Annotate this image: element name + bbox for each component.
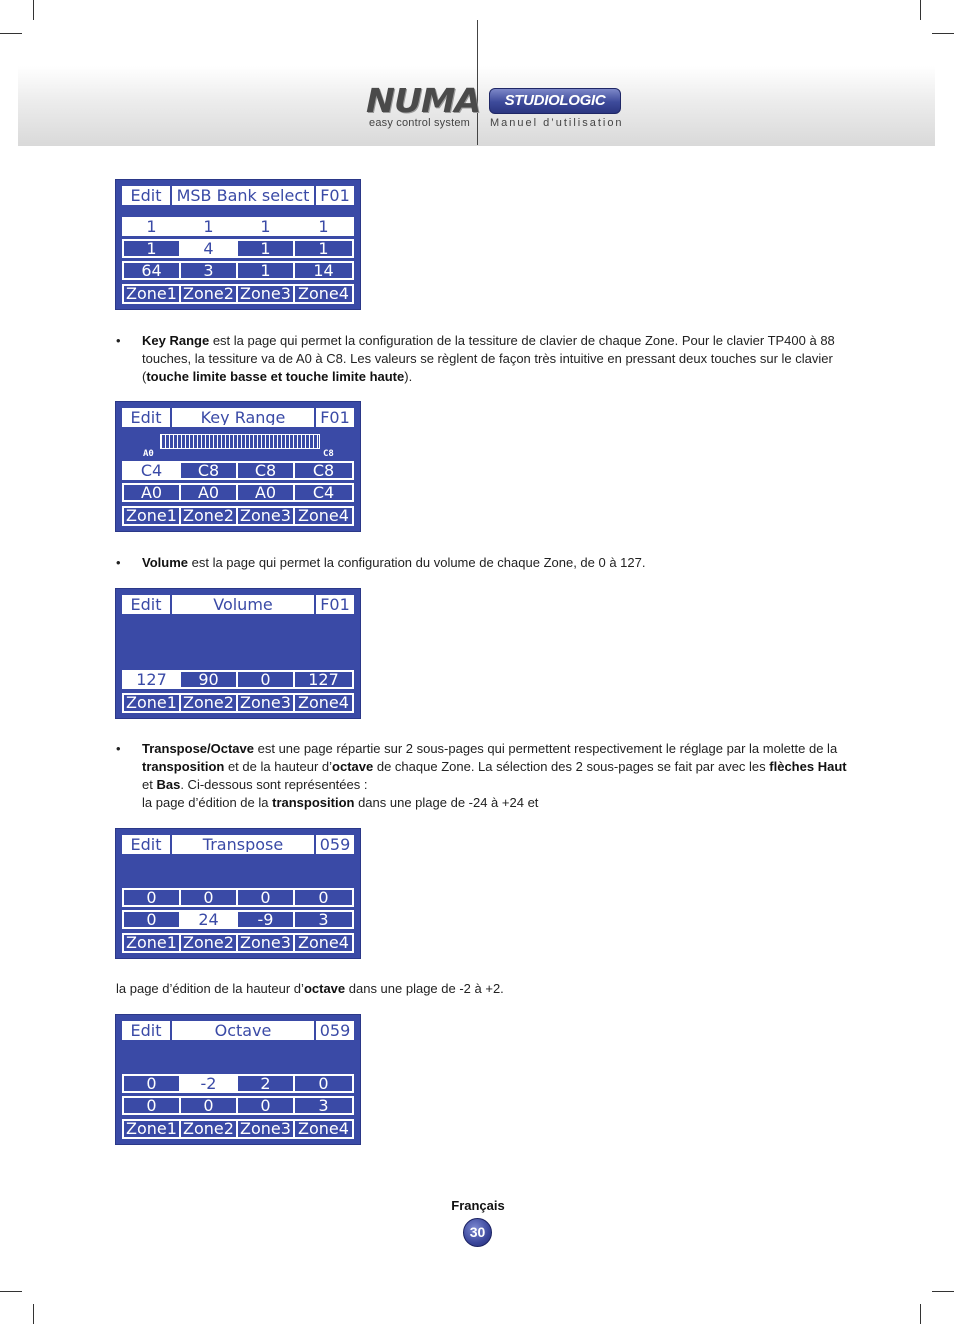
lcd-zone-label: Zone4 — [293, 933, 354, 953]
manual-title: Manuel d’utilisation — [490, 117, 624, 129]
lcd-value: 0 — [122, 1096, 181, 1115]
lcd-value: C4 — [122, 461, 181, 480]
lcd-value: A0 — [179, 483, 238, 502]
text-span: ). — [404, 369, 413, 384]
lcd-zone-label: Zone2 — [179, 933, 238, 953]
lcd-page-title: Octave — [172, 1021, 314, 1040]
term-volume: Volume — [142, 555, 188, 570]
lcd-value: 127 — [122, 670, 181, 689]
lcd-value: 3 — [293, 1096, 354, 1115]
lcd-page-title: Volume — [172, 595, 314, 614]
lcd-page-code: 059 — [316, 835, 354, 854]
lcd-zone-label: Zone1 — [122, 506, 181, 526]
lcd-value: C4 — [293, 483, 354, 502]
lcd-value: 14 — [293, 261, 354, 280]
lcd-value: 2 — [236, 1074, 295, 1093]
lcd-screen-msb-bank-select — [115, 179, 361, 310]
crop-mark — [33, 0, 34, 20]
lcd-page-code: 059 — [316, 1021, 354, 1040]
text-span: est une page répartie sur 2 sous-pages qui permettent respectivement le réglage par la molette de la — [254, 741, 838, 756]
text-span: dans une plage de -24 à +24 et — [354, 795, 539, 810]
lcd-value: 0 — [236, 888, 295, 907]
lcd-zone-label: Zone2 — [179, 1119, 238, 1139]
lcd-value: 1 — [122, 217, 181, 236]
lcd-value: 1 — [236, 261, 295, 280]
text-span: est la page qui permet la configuration de la tessiture de clavier de chaque Zone. Pour le clavier TP400 à 88 touches, la tessiture va de A0 à C8. Les valeurs se règlent de façon très intuitive en pressant deux touches sur le clavier ( — [142, 333, 835, 384]
text-span: est la page qui permet la configuration du volume de chaque Zone, de 0 à 127. — [188, 555, 646, 570]
lcd-value: 1 — [236, 217, 295, 236]
lcd-value: 0 — [122, 910, 181, 929]
lcd-zone-label: Zone1 — [122, 693, 181, 713]
crop-mark — [920, 0, 921, 20]
lcd-value: 1 — [293, 239, 354, 258]
lcd-zone-label: Zone2 — [179, 284, 238, 304]
lcd-page-title: Transpose — [172, 835, 314, 854]
lcd-value: 90 — [179, 670, 238, 689]
lcd-zone-label: Zone3 — [236, 284, 295, 304]
lcd-value: -9 — [236, 910, 295, 929]
lcd-zone-label: Zone4 — [293, 1119, 354, 1139]
term-transpose-octave: Transpose/Octave — [142, 741, 254, 756]
crop-mark — [932, 1291, 954, 1292]
bullet-marker: • — [116, 741, 121, 756]
lcd-edit-label: Edit — [122, 835, 170, 854]
term-transposition: transposition — [272, 795, 355, 810]
term-key-range: Key Range — [142, 333, 210, 348]
lcd-screen-volume — [115, 588, 361, 719]
lcd-zone-label: Zone3 — [236, 693, 295, 713]
paragraph-transpose-octave — [142, 740, 854, 812]
footer-language: Français — [451, 1198, 505, 1213]
lcd-zone-label: Zone4 — [293, 284, 354, 304]
lcd-zone-label: Zone2 — [179, 506, 238, 526]
text-span: . Ci-dessous sont représentées : — [180, 777, 368, 792]
term-down: Bas — [156, 777, 181, 792]
text-span: la page d’édition de la hauteur d’ — [116, 981, 304, 996]
text-span: et — [142, 777, 157, 792]
term-transposition: transposition — [142, 759, 225, 774]
crop-mark — [932, 33, 954, 34]
lcd-zone-label: Zone4 — [293, 506, 354, 526]
bullet-marker: • — [116, 555, 121, 570]
lcd-value: C8 — [293, 461, 354, 480]
lcd-zone-label: Zone3 — [236, 933, 295, 953]
lcd-value: 0 — [236, 670, 295, 689]
lcd-value: 4 — [179, 239, 238, 258]
lcd-value: 1 — [122, 239, 181, 258]
text-span: la page d’édition de la — [142, 795, 273, 810]
crop-mark — [0, 33, 22, 34]
lcd-value: C8 — [236, 461, 295, 480]
text-span: de chaque Zone. La sélection des 2 sous-pages se fait par avec les — [373, 759, 770, 774]
lcd-value: 3 — [179, 261, 238, 280]
lcd-value: 0 — [293, 1074, 354, 1093]
paragraph-octave — [116, 980, 828, 998]
lcd-page-title: MSB Bank select — [172, 186, 314, 205]
lcd-value: 0 — [179, 888, 238, 907]
lcd-value: 24 — [179, 910, 238, 929]
studiologic-logo: STUDIOLOGIC — [489, 88, 621, 114]
lcd-value: 0 — [293, 888, 354, 907]
lcd-screen-transpose — [115, 828, 361, 959]
lcd-value: 1 — [236, 239, 295, 258]
lcd-zone-label: Zone1 — [122, 1119, 181, 1139]
lcd-zone-label: Zone2 — [179, 693, 238, 713]
lcd-value: A0 — [236, 483, 295, 502]
crop-mark — [0, 1291, 22, 1292]
lcd-value: 0 — [122, 888, 181, 907]
term-octave: octave — [303, 981, 346, 996]
lcd-page-code: F01 — [316, 408, 354, 427]
lcd-value: 0 — [236, 1096, 295, 1115]
text-span: et de la hauteur d’ — [224, 759, 333, 774]
term-arrows-up: flèches Haut — [769, 759, 847, 774]
numa-logo: NUMA — [366, 81, 481, 120]
lcd-edit-label: Edit — [122, 1021, 170, 1040]
lcd-value: 1 — [179, 217, 238, 236]
lcd-screen-key-range — [115, 401, 361, 532]
lcd-screen-octave — [115, 1014, 361, 1145]
lcd-value: 64 — [122, 261, 181, 280]
lcd-value: 0 — [179, 1096, 238, 1115]
paragraph-key-range — [142, 332, 854, 386]
lcd-high-key-label: C8 — [323, 449, 334, 459]
text-span: dans une plage de -2 à +2. — [345, 981, 504, 996]
term-key-limits: touche limite basse et touche limite haute — [146, 369, 405, 384]
lcd-zone-label: Zone4 — [293, 693, 354, 713]
lcd-value: 3 — [293, 910, 354, 929]
lcd-value: 1 — [293, 217, 354, 236]
lcd-page-code: F01 — [316, 186, 354, 205]
lcd-edit-label: Edit — [122, 595, 170, 614]
lcd-zone-label: Zone1 — [122, 933, 181, 953]
lcd-value: -2 — [179, 1074, 238, 1093]
lcd-value: 127 — [293, 670, 354, 689]
lcd-value: A0 — [122, 483, 181, 502]
lcd-edit-label: Edit — [122, 408, 170, 427]
lcd-value: C8 — [179, 461, 238, 480]
lcd-zone-label: Zone3 — [236, 1119, 295, 1139]
crop-mark — [920, 1304, 921, 1324]
bullet-marker: • — [116, 333, 121, 348]
lcd-edit-label: Edit — [122, 186, 170, 205]
lcd-keyboard-graphic — [160, 434, 320, 449]
term-octave: octave — [332, 759, 374, 774]
lcd-page-title: Key Range — [172, 408, 314, 427]
lcd-value: 0 — [122, 1074, 181, 1093]
paragraph-volume — [142, 554, 854, 572]
crop-mark — [33, 1304, 34, 1324]
lcd-low-key-label: A0 — [143, 449, 154, 459]
lcd-page-code: F01 — [316, 595, 354, 614]
lcd-zone-label: Zone3 — [236, 506, 295, 526]
page-number-badge: 30 — [463, 1218, 492, 1247]
lcd-zone-label: Zone1 — [122, 284, 181, 304]
numa-tagline: easy control system — [369, 117, 471, 129]
